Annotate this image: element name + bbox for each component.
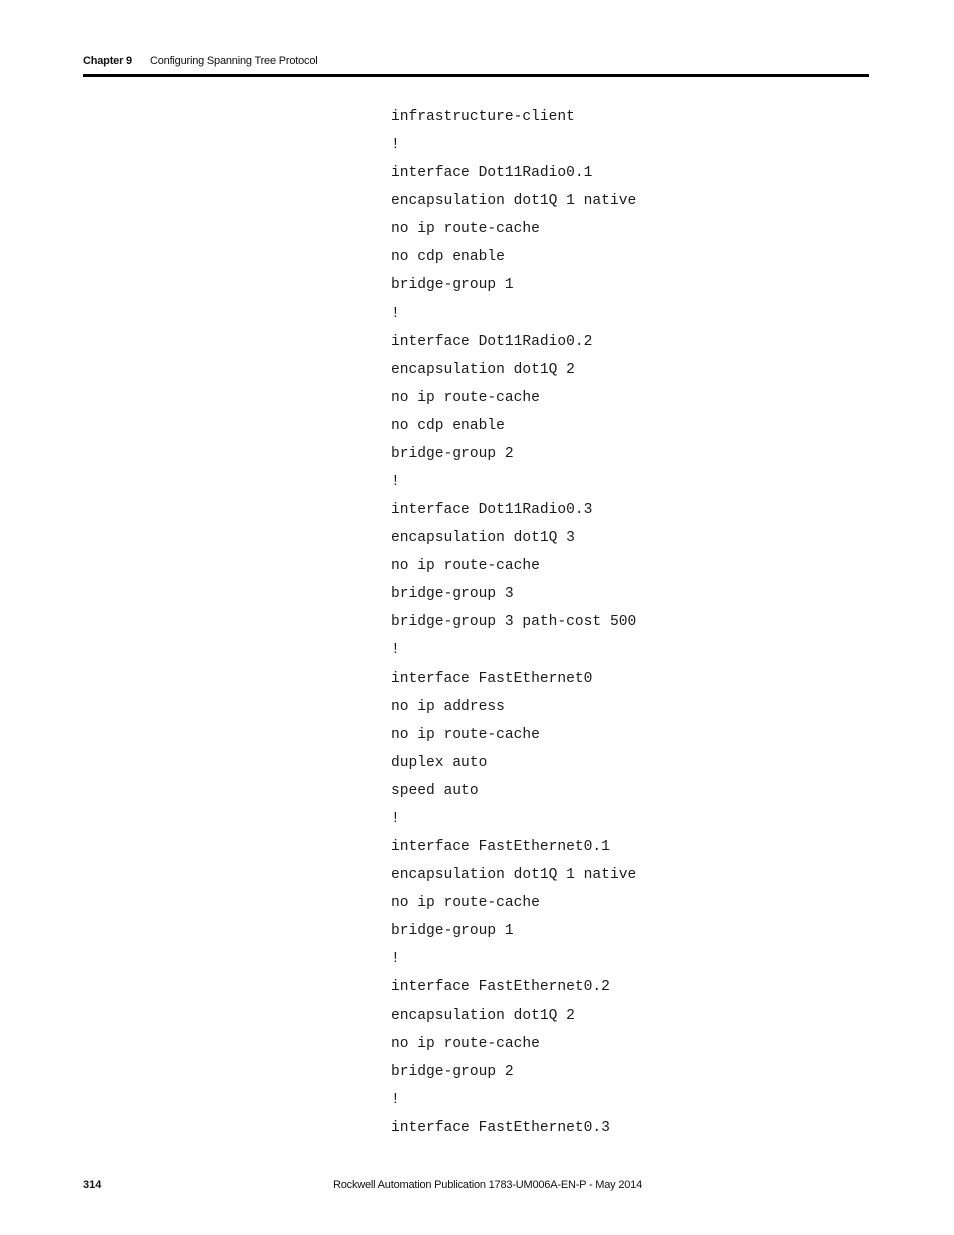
code-line: no ip route-cache bbox=[391, 389, 540, 406]
code-line: no ip route-cache bbox=[391, 221, 540, 238]
chapter-title: Configuring Spanning Tree Protocol bbox=[150, 55, 318, 67]
code-line: no ip address bbox=[391, 698, 505, 715]
code-line: ! bbox=[391, 642, 400, 659]
code-line: encapsulation dot1Q 1 native bbox=[391, 193, 637, 210]
code-line: bridge-group 3 path-cost 500 bbox=[391, 614, 637, 631]
code-line: no cdp enable bbox=[391, 249, 505, 266]
page-footer bbox=[83, 1177, 869, 1193]
code-line: interface FastEthernet0.1 bbox=[391, 839, 610, 856]
code-line: speed auto bbox=[391, 782, 479, 799]
code-line: interface Dot11Radio0.2 bbox=[391, 333, 593, 350]
code-line: ! bbox=[391, 951, 400, 968]
code-line: no ip route-cache bbox=[391, 558, 540, 575]
code-line: interface FastEthernet0.3 bbox=[391, 1119, 610, 1136]
chapter-label: Chapter 9 bbox=[83, 55, 132, 67]
code-line: encapsulation dot1Q 3 bbox=[391, 530, 575, 547]
code-line: no ip route-cache bbox=[391, 1035, 540, 1052]
header-rule bbox=[83, 74, 869, 77]
code-line: ! bbox=[391, 810, 400, 827]
code-listing bbox=[391, 106, 636, 1145]
page-number: 314 bbox=[83, 1179, 102, 1191]
code-line: bridge-group 2 bbox=[391, 1063, 514, 1080]
code-line: bridge-group 2 bbox=[391, 445, 514, 462]
code-line: ! bbox=[391, 1091, 400, 1108]
publication-info: Rockwell Automation Publication 1783-UM006A-EN-P - May 2014 bbox=[333, 1179, 642, 1191]
code-line: no ip route-cache bbox=[391, 726, 540, 743]
code-line: interface FastEthernet0.2 bbox=[391, 979, 610, 996]
code-line: ! bbox=[391, 305, 400, 322]
code-line: interface Dot11Radio0.1 bbox=[391, 165, 593, 182]
page-header bbox=[83, 53, 869, 69]
code-line: ! bbox=[391, 137, 400, 154]
code-line: no ip route-cache bbox=[391, 895, 540, 912]
code-line: interface Dot11Radio0.3 bbox=[391, 502, 593, 519]
code-line: no cdp enable bbox=[391, 417, 505, 434]
code-line: encapsulation dot1Q 2 bbox=[391, 1007, 575, 1024]
code-line: interface FastEthernet0 bbox=[391, 670, 593, 687]
code-line: bridge-group 3 bbox=[391, 586, 514, 603]
code-line: infrastructure-client bbox=[391, 109, 575, 125]
code-line: duplex auto bbox=[391, 754, 488, 771]
code-line: encapsulation dot1Q 2 bbox=[391, 361, 575, 378]
code-line: bridge-group 1 bbox=[391, 923, 514, 940]
code-line: ! bbox=[391, 474, 400, 491]
code-line: encapsulation dot1Q 1 native bbox=[391, 867, 637, 884]
code-line: bridge-group 1 bbox=[391, 277, 514, 294]
